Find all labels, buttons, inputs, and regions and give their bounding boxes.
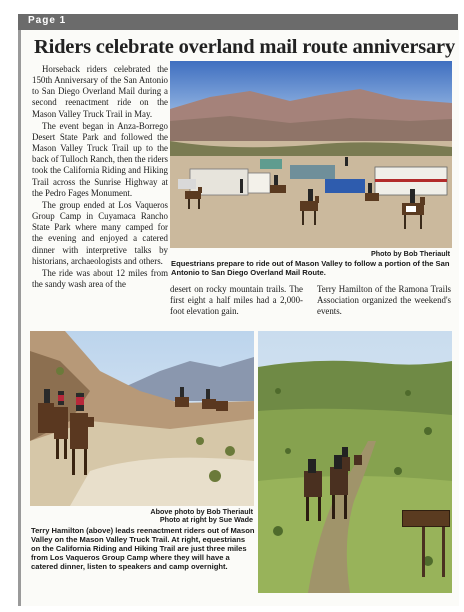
article-body [32,64,168,291]
body-paragraph: Horseback riders celebrated the 150th Anniversary of the San Antonio to San Diego Overland Mail during a second reenactment ride on the Mason Valley Truck Trail in May. [32,64,168,119]
headline: Riders celebrate overland mail route anniversary [34,36,456,58]
trailhead-photo-illustration [170,61,452,248]
bottom-left-photo [30,331,254,506]
trail-sign [402,510,450,527]
body-paragraph: The group ended at Los Vaqueros Group Camp in Cuyamaca Rancho State Park where many camped for the evening and enjoyed a catered dinner with interpretive talks by historians, archaeologists and others. [32,199,168,266]
above-photo-credit: Above photo by Bob Theriault [150,507,253,516]
page-header-bar [18,14,458,30]
body-paragraph: The ride was about 12 miles from the sandy wash area of the [32,267,168,289]
bottom-photo-credits [110,508,253,525]
bottom-right-photo [258,331,452,593]
article-continuation-col2: desert on rocky mountain trails. The first eight a half miles had a 2,000-foot elevation gain. [170,284,303,317]
top-photo [170,61,452,248]
top-photo-credit: Photo by Bob Theriault [370,249,450,258]
right-photo-credit: Photo at right by Sue Wade [159,515,253,525]
top-photo-caption: Equestrians prepare to ride out of Mason Valley to follow a portion of the San Antonio to San Diego Overland Mail Route. [171,259,450,278]
body-paragraph: The event began in Anza-Borrego Desert State Park and followed the Mason Valley Truck Trail up to the back of Tulloch Ranch, then the riders took the California Riding and Hiking Trail across the Sunrise Highway at the Pedro Fages Monument. [32,120,168,198]
page-number: Page 1 [28,15,67,26]
mountain-trail-photo-illustration [30,331,254,506]
article-continuation-col3: Terry Hamilton of the Ramona Trails Association organized the weekend's events. [317,284,451,317]
hillside-riders-photo-illustration [258,331,452,593]
bottom-photos-caption: Terry Hamilton (above) leads reenactment riders out of Mason Valley on the Mason Valley Truck Trail. At right, equestrians on the California Riding and Hiking Trail are just three miles from Los Vaqueros Group Camp where they will have a catered dinner, listen to speakers and camp overnight. [31,526,255,571]
